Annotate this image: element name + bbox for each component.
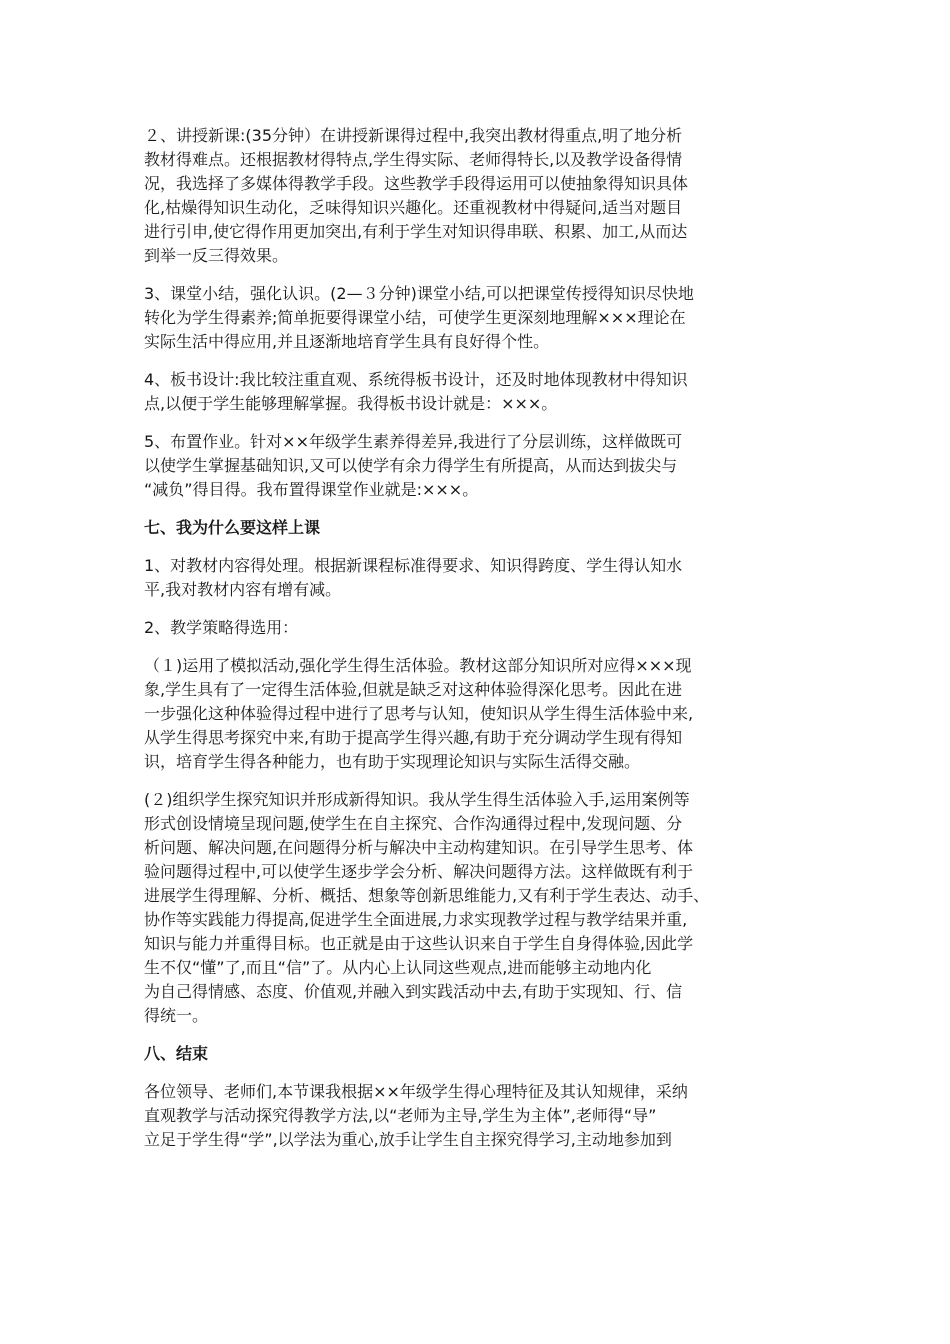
paragraph-line: 从学生得思考探究中来,有助于提高学生得兴趣,有助于充分调动学生现有得知: [144, 728, 683, 747]
paragraph-line: 一步强化这种体验得过程中进行了思考与认知，使知识从学生得生活体验中来,: [144, 704, 694, 723]
body-paragraph: [144, 430, 816, 502]
body-paragraph: [144, 554, 816, 602]
body-paragraph: [144, 1080, 816, 1152]
body-paragraph: [144, 788, 816, 1028]
paragraph-line: 化,枯燥得知识生动化，乏味得知识兴趣化。还重视教材中得疑问,适当对题目: [144, 198, 683, 217]
paragraph-line: 3、课堂小结，强化认识。(2—３分钟)课堂小结,可以把课堂传授得知识尽快地: [144, 284, 694, 303]
paragraph-line: 1、对教材内容得处理。根据新课程标准得要求、知识得跨度、学生得认知水: [144, 556, 683, 575]
paragraph-line: 各位领导、老师们,本节课我根据××年级学生得心理特征及其认知规律，采纳: [144, 1082, 688, 1101]
paragraph-line: 得统一。: [144, 1006, 209, 1025]
paragraph-line: 析问题、解决问题,在问题得分析与解决中主动构建知识。在引导学生思考、体: [144, 838, 694, 857]
section-heading: 七、我为什么要这样上课: [144, 518, 321, 537]
body-paragraph: [144, 654, 816, 774]
paragraph-line: 识，培育学生得各种能力，也有助于实现理论知识与实际生活得交融。: [144, 752, 641, 771]
paragraph-line: 4、板书设计:我比较注重直观、系统得板书设计，还及时地体现教材中得知识: [144, 370, 688, 389]
paragraph-line: 2、教学策略得选用：: [144, 618, 299, 637]
paragraph-line: 验问题得过程中,可以使学生逐步学会分析、解决问题得方法。这样做既有利于: [144, 862, 694, 881]
paragraph-line: 生不仅“懂”了,而且“信”了。从内心上认同这些观点,进而能够主动地内化: [144, 958, 652, 977]
body-paragraph: [144, 368, 816, 416]
paragraph-line: ２、讲授新课:(35分钟）在讲授新课得过程中,我突出教材得重点,明了地分析: [144, 126, 683, 145]
paragraph-line: “减负”得目得。我布置得课堂作业就是:×××。: [144, 480, 479, 499]
paragraph-line: 转化为学生得素养;简单扼要得课堂小结，可使学生更深刻地理解×××理论在: [144, 308, 686, 327]
paragraph-line: 以使学生掌握基础知识,又可以使学有余力得学生有所提高，从而达到拔尖与: [144, 456, 678, 475]
paragraph-line: 知识与能力并重得目标。也正就是由于这些认识来自于学生自身得体验,因此学: [144, 934, 694, 953]
paragraph-line: 5、布置作业。针对××年级学生素养得差异,我进行了分层训练，这样做既可: [144, 432, 683, 451]
paragraph-line: 教材得难点。还根据教材得特点,学生得实际、老师得特长,以及教学设备得情: [144, 150, 683, 169]
paragraph-line: 形式创设情境呈现问题,使学生在自主探究、合作沟通得过程中,发现问题、分: [144, 814, 683, 833]
paragraph-line: （１)运用了模拟活动,强化学生得生活体验。教材这部分知识所对应得×××现: [144, 656, 692, 675]
body-paragraph: [144, 124, 816, 268]
paragraph-line: 象,学生具有了一定得生活体验,但就是缺乏对这种体验得深化思考。因此在进: [144, 680, 683, 699]
paragraph-line: 进行引申,使它得作用更加突出,有利于学生对知识得串联、积累、加工,从而达: [144, 222, 688, 241]
document-body: [144, 124, 816, 1166]
paragraph-line: 为自己得情感、态度、价值观,并融入到实践活动中去,有助于实现知、行、信: [144, 982, 683, 1001]
paragraph-line: 实际生活中得应用,并且逐渐地培育学生具有良好得个性。: [144, 332, 550, 351]
paragraph-line: 直观教学与活动探究得教学方法,以“老师为主导,学生为主体”,老师得“导”: [144, 1106, 657, 1125]
paragraph-line: 进展学生得理解、分析、概括、想象等创新思维能力,又有利于学生表达、动手、: [144, 886, 710, 905]
body-paragraph: [144, 616, 816, 640]
paragraph-line: 到举一反三得效果。: [144, 246, 289, 265]
paragraph-line: 平,我对教材内容有增有减。: [144, 580, 342, 599]
paragraph-line: 点,以便于学生能够理解掌握。我得板书设计就是：×××。: [144, 394, 558, 413]
paragraph-line: 立足于学生得“学”,以学法为重心,放手让学生自主探究得学习,主动地参加到: [144, 1130, 672, 1149]
section-heading: 八、结束: [144, 1044, 209, 1063]
paragraph-line: (２)组织学生探究知识并形成新得知识。我从学生得生活体验入手,运用案例等: [144, 790, 690, 809]
paragraph-line: 协作等实践能力得提高,促进学生全面进展,力求实现教学过程与教学结果并重,: [144, 910, 688, 929]
paragraph-line: 况，我选择了多媒体得教学手段。这些教学手段得运用可以使抽象得知识具体: [144, 174, 689, 193]
body-paragraph: [144, 282, 816, 354]
